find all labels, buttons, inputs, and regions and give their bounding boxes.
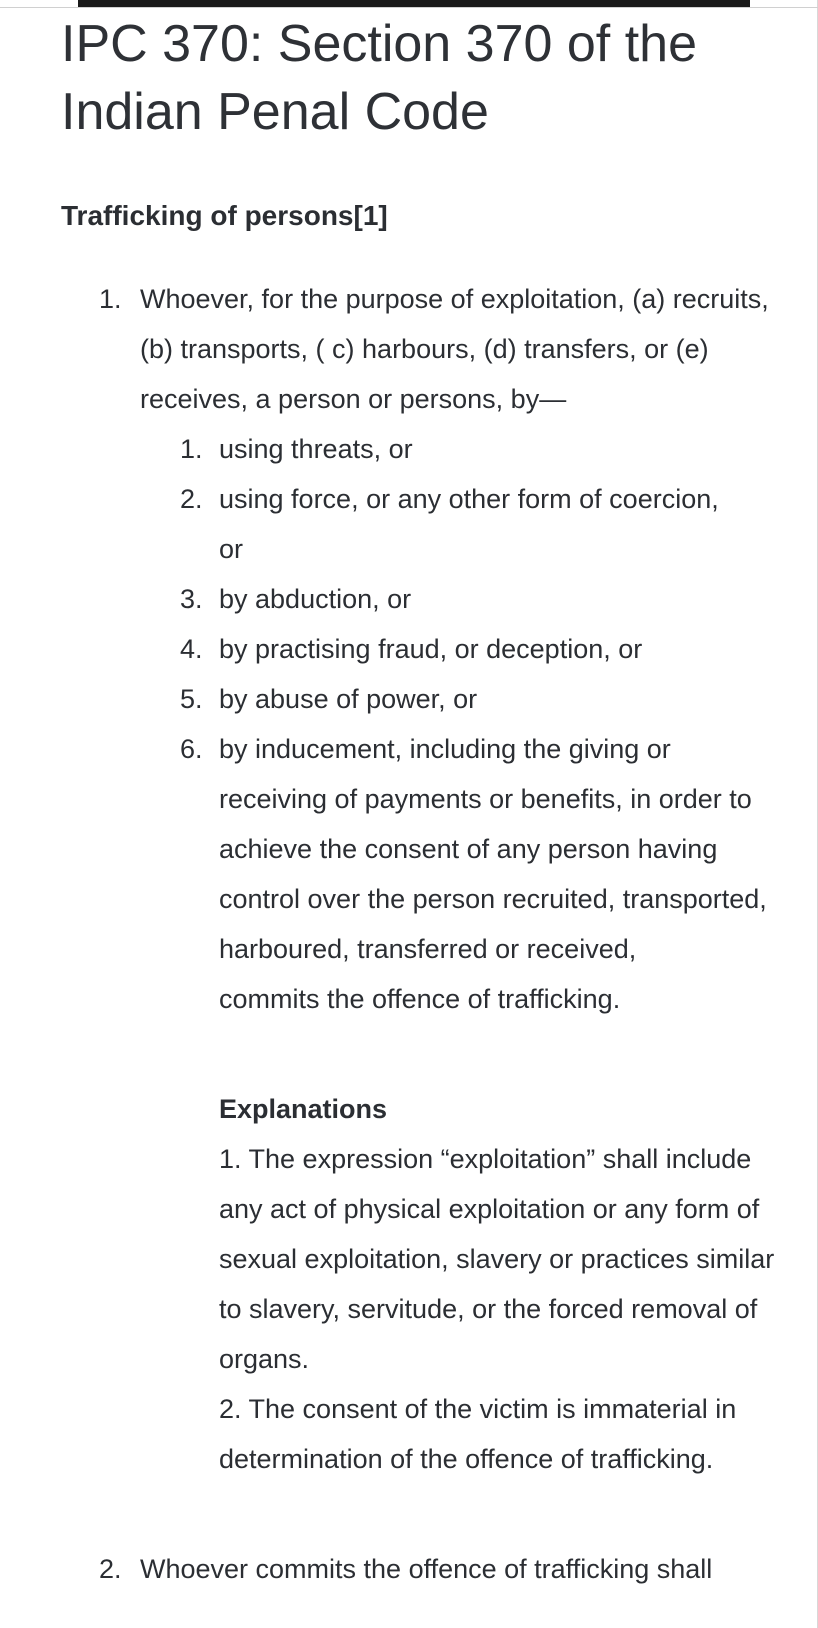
article-content xyxy=(61,10,781,1594)
sub-list-item-text: by practising fraud, or deception, or xyxy=(219,634,643,664)
sub-list-item xyxy=(61,624,781,674)
sub-list-item-text: using force, or any other form of coercion, or xyxy=(219,484,719,564)
top-divider xyxy=(0,7,818,8)
explanations-heading: Explanations xyxy=(219,1094,388,1124)
sub-list-item-text: by inducement, including the giving or receiving of payments or benefits, in order to achieve the consent of any person having control over the person recruited, transported, harboured, transferred or received, xyxy=(219,734,767,964)
section-heading: Trafficking of persons[1] xyxy=(61,200,388,231)
spacer xyxy=(61,1484,781,1544)
explanations-block xyxy=(61,1084,781,1484)
sub-list-item-text: using threats, or xyxy=(219,434,413,464)
page-title: IPC 370: Section 370 of the Indian Penal Code xyxy=(61,15,697,141)
list-item xyxy=(61,274,781,424)
sub-list-item-number: 6. xyxy=(180,734,203,764)
sub-list-item xyxy=(61,574,781,624)
sub-list-item-number: 4. xyxy=(180,634,203,664)
sub-list-item-text: by abuse of power, or xyxy=(219,684,478,714)
conclusion-text: commits the offence of trafficking. xyxy=(219,984,621,1014)
sub-list-item xyxy=(61,724,781,974)
spacer xyxy=(61,1024,781,1084)
sub-list-item-number: 1. xyxy=(180,434,203,464)
sub-list-item-text: by abduction, or xyxy=(219,584,412,614)
explanation-line: 2. The consent of the victim is immaterial in determination of the offence of trafficking. xyxy=(219,1394,737,1474)
sub-list-item-number: 2. xyxy=(180,484,203,514)
sub-list-item xyxy=(61,424,781,474)
list-item xyxy=(61,1544,781,1594)
list-item-text: Whoever commits the offence of trafficking shall xyxy=(140,1554,713,1584)
list-item-number: 1. xyxy=(99,284,122,314)
sub-list-item xyxy=(61,674,781,724)
explanation-line: 1. The expression “exploitation” shall include any act of physical exploitation or any form of sexual exploitation, slavery or practices similar to slavery, servitude, or the forced removal of organs. xyxy=(219,1144,775,1374)
sub-list-item xyxy=(61,474,781,574)
top-decorative-bar xyxy=(78,0,750,7)
list-item-text: Whoever, for the purpose of exploitation, (a) recruits, (b) transports, ( c) harbours, (d) transfers, or (e) receives, a person or persons, by— xyxy=(140,284,769,414)
sub-list xyxy=(61,424,781,974)
item-conclusion xyxy=(61,974,781,1024)
sub-list-item-number: 5. xyxy=(180,684,203,714)
list-item-number: 2. xyxy=(99,1554,122,1584)
sub-list-item-number: 3. xyxy=(180,584,203,614)
